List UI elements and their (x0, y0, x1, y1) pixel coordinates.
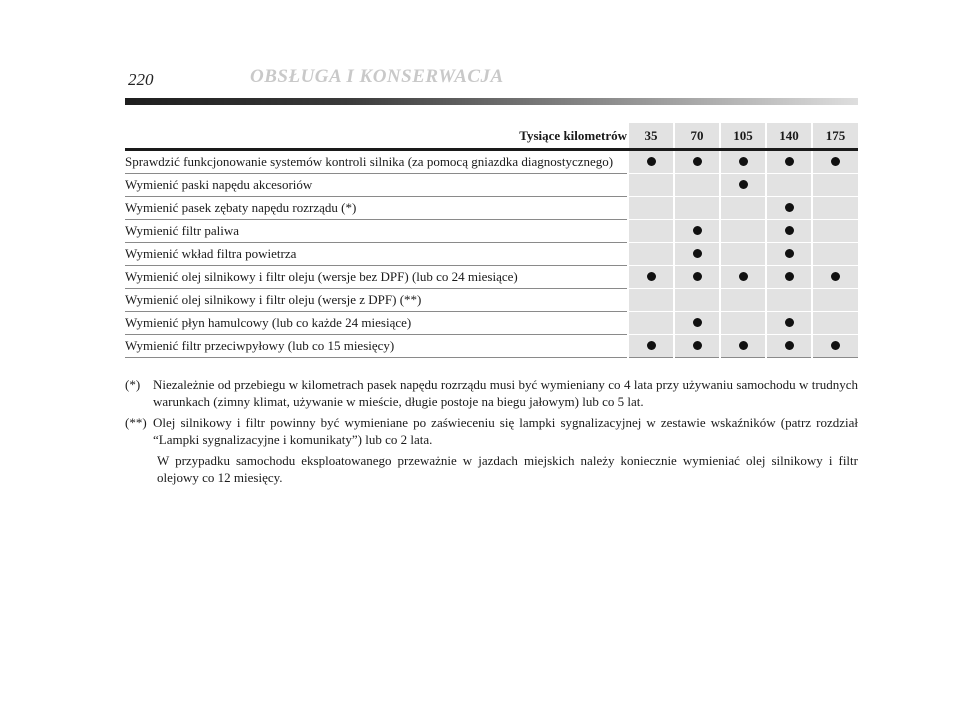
interval-cell (766, 289, 812, 312)
interval-cell (628, 220, 674, 243)
interval-cell (720, 243, 766, 266)
table-row (125, 266, 858, 289)
interval-cell (812, 197, 858, 220)
interval-cell (628, 243, 674, 266)
service-dot-icon (647, 157, 656, 166)
table-row (125, 174, 858, 197)
interval-cell (766, 174, 812, 197)
interval-cell (720, 266, 766, 289)
footnote-mark: (**) (125, 415, 147, 430)
header-rule (125, 98, 858, 105)
table-body (125, 150, 858, 358)
interval-cell (628, 312, 674, 335)
service-dot-icon (693, 318, 702, 327)
interval-cell (812, 266, 858, 289)
footnote (125, 414, 858, 448)
footnote-mark: (*) (125, 377, 141, 392)
service-dot-icon (693, 157, 702, 166)
footnote (125, 376, 858, 410)
service-dot-icon (785, 226, 794, 235)
task-label: Wymienić wkład filtra powietrza (125, 243, 628, 266)
task-label: Wymienić pasek zębaty napędu rozrządu (*) (125, 197, 628, 220)
interval-cell (812, 150, 858, 174)
interval-cell (766, 335, 812, 358)
interval-cell (674, 289, 720, 312)
table-row (125, 289, 858, 312)
service-dot-icon (739, 157, 748, 166)
interval-cell (674, 220, 720, 243)
interval-cell (628, 174, 674, 197)
maintenance-table (125, 123, 858, 358)
interval-cell (812, 243, 858, 266)
service-dot-icon (785, 341, 794, 350)
service-dot-icon (647, 272, 656, 281)
task-label: Sprawdzić funkcjonowanie systemów kontroli silnika (za pomocą gniazdka diagnostycznego) (125, 150, 628, 174)
interval-cell (812, 220, 858, 243)
table-row (125, 335, 858, 358)
service-dot-icon (693, 341, 702, 350)
table-row (125, 243, 858, 266)
interval-cell (628, 197, 674, 220)
service-dot-icon (785, 249, 794, 258)
interval-cell (674, 197, 720, 220)
interval-cell (812, 312, 858, 335)
interval-cell (674, 312, 720, 335)
page-number: 220 (128, 70, 154, 89)
interval-cell (674, 174, 720, 197)
interval-header: 35 (628, 123, 674, 150)
service-dot-icon (785, 272, 794, 281)
interval-cell (766, 243, 812, 266)
service-dot-icon (831, 157, 840, 166)
table-row (125, 312, 858, 335)
footnotes (125, 376, 858, 486)
task-label: Wymienić filtr paliwa (125, 220, 628, 243)
interval-cell (766, 220, 812, 243)
service-dot-icon (739, 341, 748, 350)
interval-cell (766, 197, 812, 220)
interval-cell (766, 312, 812, 335)
interval-cell (628, 289, 674, 312)
table-row (125, 220, 858, 243)
section-title: OBSŁUGA I KONSERWACJA (250, 66, 504, 87)
interval-cell (628, 266, 674, 289)
table-row (125, 150, 858, 174)
interval-cell (720, 197, 766, 220)
interval-cell (766, 150, 812, 174)
table-header-row (125, 123, 858, 150)
service-dot-icon (693, 249, 702, 258)
interval-cell (628, 335, 674, 358)
service-dot-icon (647, 341, 656, 350)
interval-cell (720, 174, 766, 197)
interval-cell (720, 335, 766, 358)
table-row (125, 197, 858, 220)
service-dot-icon (831, 341, 840, 350)
interval-cell (674, 266, 720, 289)
interval-cell (812, 335, 858, 358)
service-dot-icon (739, 272, 748, 281)
interval-cell (720, 312, 766, 335)
task-label: Wymienić filtr przeciwpyłowy (lub co 15 miesięcy) (125, 335, 628, 358)
service-dot-icon (785, 318, 794, 327)
service-dot-icon (693, 226, 702, 235)
interval-cell (674, 150, 720, 174)
interval-cell (812, 174, 858, 197)
task-label: Wymienić paski napędu akcesoriów (125, 174, 628, 197)
interval-cell (628, 150, 674, 174)
interval-cell (720, 220, 766, 243)
footnote-text: Olej silnikowy i filtr powinny być wymieniane po zaświeceniu się lampki sygnalizacyjnej w zestawie wskaźników (patrz rozdział “Lampki sygnalizacyjne i komunikaty”) lub co 2 lata. (153, 415, 858, 447)
interval-cell (720, 289, 766, 312)
footnote-text: Niezależnie od przebiegu w kilometrach pasek napędu rozrządu musi być wymieniany co 4 lata przy używaniu samochodu w trudnych warunkach (zimny klimat, używanie w mieście, długie postoje na biegu jałowym) lub co 5 lat. (153, 377, 858, 409)
footnote-extra: W przypadku samochodu eksploatowanego przeważnie w jazdach miejskich należy koniecznie wymieniać olej silnikowy i filtr olejowy co 12 miesięcy. (157, 453, 858, 485)
service-dot-icon (785, 157, 794, 166)
interval-header: 175 (812, 123, 858, 150)
interval-cell (812, 289, 858, 312)
interval-cell (674, 243, 720, 266)
interval-header: 140 (766, 123, 812, 150)
service-dot-icon (785, 203, 794, 212)
interval-cell (720, 150, 766, 174)
service-dot-icon (739, 180, 748, 189)
service-dot-icon (831, 272, 840, 281)
task-label: Wymienić olej silnikowy i filtr oleju (wersje bez DPF) (lub co 24 miesiące) (125, 266, 628, 289)
interval-header: 105 (720, 123, 766, 150)
table-heading: Tysiące kilometrów (125, 123, 628, 150)
interval-header: 70 (674, 123, 720, 150)
task-label: Wymienić płyn hamulcowy (lub co każde 24 miesiące) (125, 312, 628, 335)
interval-cell (766, 266, 812, 289)
task-label: Wymienić olej silnikowy i filtr oleju (wersje z DPF) (**) (125, 289, 628, 312)
interval-cell (674, 335, 720, 358)
service-dot-icon (693, 272, 702, 281)
